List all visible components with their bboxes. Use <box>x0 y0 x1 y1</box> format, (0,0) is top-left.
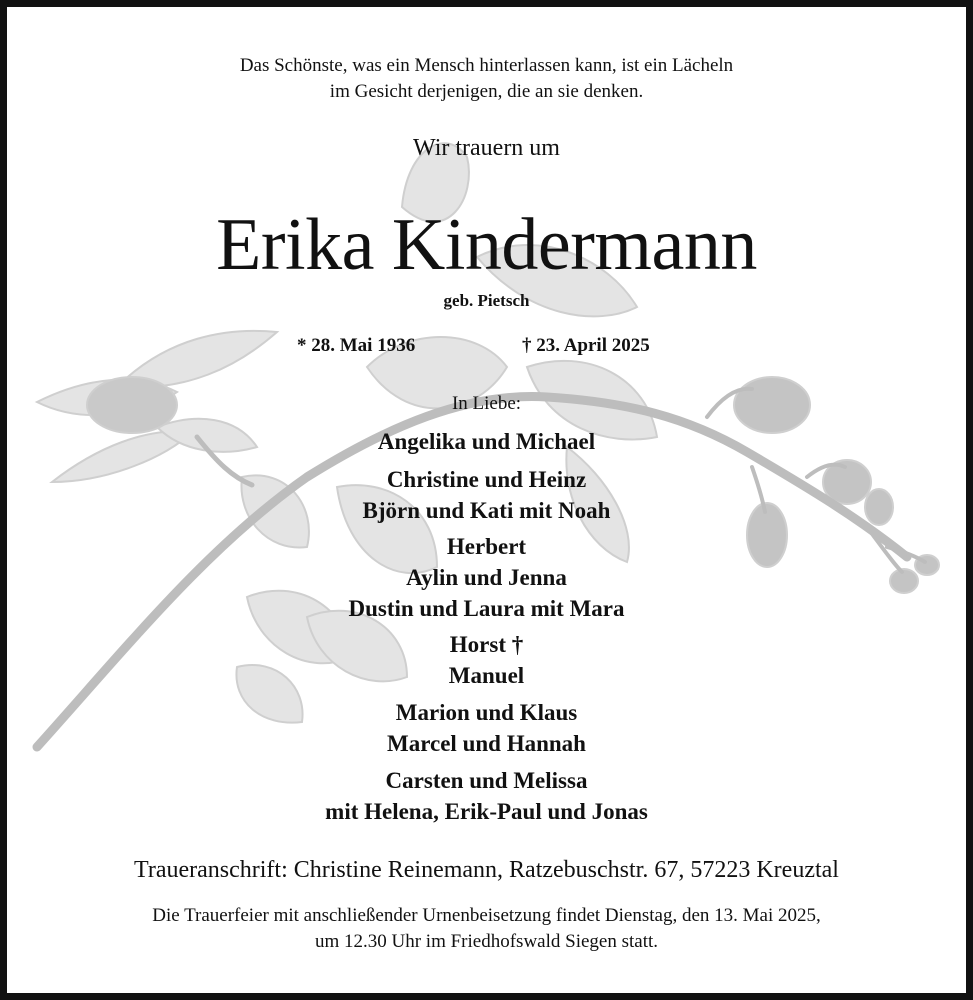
family-group <box>7 464 966 526</box>
quote-line-2: im Gesicht derjenigen, die an sie denken. <box>329 81 644 102</box>
family-group <box>7 531 966 624</box>
deceased-name: Erika Kindermann <box>216 204 757 286</box>
family-group <box>7 426 966 457</box>
family-line: mit Helena, Erik-Paul und Jonas <box>325 799 648 824</box>
death-date: † 23. April 2025 <box>522 335 650 356</box>
birth-name: geb. Pietsch <box>443 291 530 310</box>
family-line: Marcel und Hannah <box>387 731 586 756</box>
ceremony-line-1: Die Trauerfeier mit anschließender Urnenbeisetzung findet Dienstag, den 13. Mai 2025, <box>152 905 821 926</box>
quote-line-1: Das Schönste, was ein Mensch hinterlassen kann, ist ein Lächeln <box>239 55 734 76</box>
mourning-address: Traueranschrift: Christine Reinemann, Ratzebuschstr. 67, 57223 Kreuztal <box>134 857 839 883</box>
mourning-line: Wir trauern um <box>413 135 560 161</box>
ceremony-details <box>7 903 966 955</box>
family-line: Aylin und Jenna <box>406 565 567 590</box>
family-line: Herbert <box>446 534 527 559</box>
family-line: Manuel <box>448 663 525 688</box>
family-line: Horst † <box>449 632 524 657</box>
family-line: Angelika und Michael <box>377 429 596 454</box>
family-line: Dustin und Laura mit Mara <box>348 596 625 621</box>
family-line: Christine und Heinz <box>386 467 587 492</box>
memorial-quote <box>7 53 966 105</box>
family-group <box>7 629 966 691</box>
family-line: Björn und Kati mit Noah <box>362 498 611 523</box>
in-love-line: In Liebe: <box>451 393 522 414</box>
ceremony-line-2: um 12.30 Uhr im Friedhofswald Siegen statt. <box>314 931 659 952</box>
family-group <box>7 765 966 827</box>
birth-date: * 28. Mai 1936 <box>297 335 416 356</box>
family-line: Carsten und Melissa <box>385 768 588 793</box>
family-group <box>7 697 966 759</box>
family-line: Marion und Klaus <box>395 700 578 725</box>
